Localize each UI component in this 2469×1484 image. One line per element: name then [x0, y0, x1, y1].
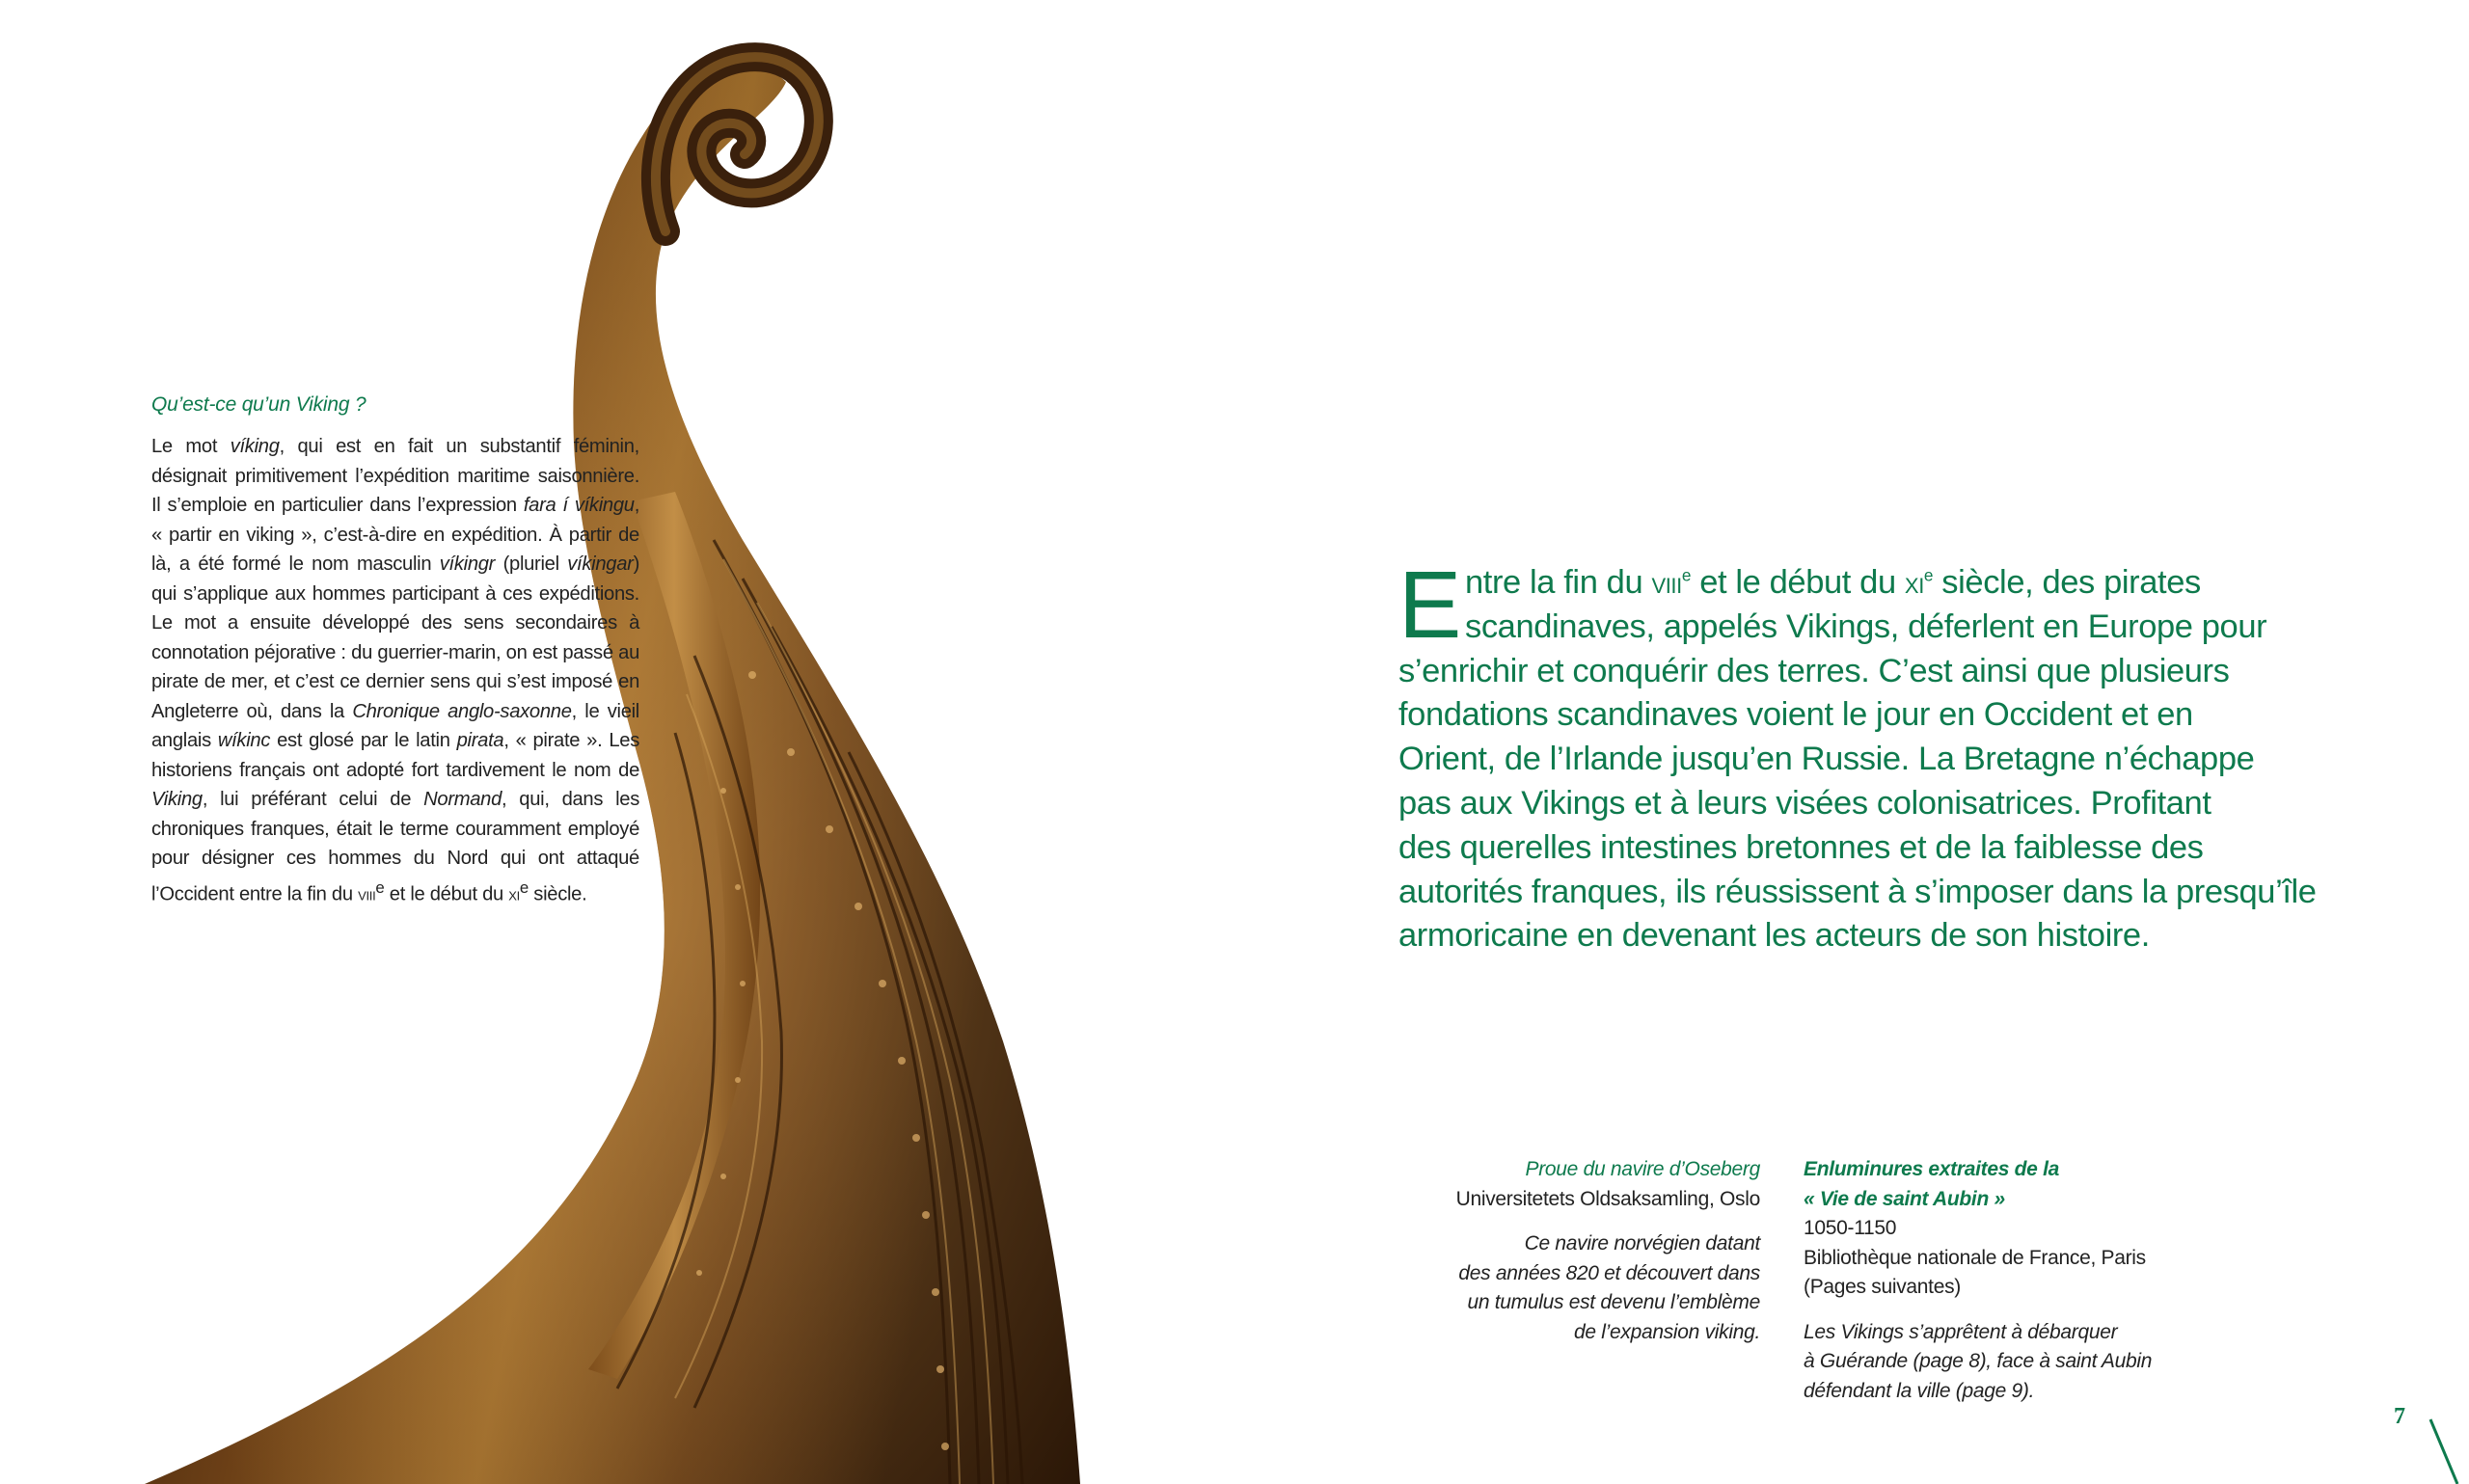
- lead-line-3: s’enrichir et conquérir des terres. C’est ainsi que plusieurs: [1398, 652, 2230, 689]
- lead-line-6: pas aux Vikings et à leurs visées colonisatrices. Profitant: [1398, 784, 2211, 822]
- lead-line-2: scandinaves, appelés Vikings, déferlent en Europe pour: [1464, 607, 2267, 645]
- caption-saint-aubin-date: 1050-1150: [1804, 1217, 1897, 1239]
- corner-decoration: [2421, 1417, 2469, 1484]
- caption-saint-aubin-note: Les Vikings s’apprêtent à débarquer à Guérande (page 8), face à saint Aubin défendant la ville (page 9).: [1804, 1320, 2153, 1402]
- lead-line-1: ntre la fin du viii$^e$ et le début du $xi^e$ siècle, des pirates: [1464, 564, 2201, 601]
- caption-oseberg-title: Proue du navire d’Oseberg: [1525, 1158, 1760, 1180]
- sidebar-what-is-a-viking: [151, 393, 639, 909]
- caption-oseberg-place: Universitetets Oldsaksamling, Oslo: [1455, 1187, 1760, 1210]
- sidebar-heading: Qu’est-ce qu’un Viking ?: [151, 393, 366, 416]
- lead-line-8: autorités franques, ils réussissent à s’imposer dans la presqu’île: [1398, 873, 2317, 910]
- lead-line-4: fondations scandinaves voient le jour en Occident et en: [1398, 696, 2193, 734]
- lead-line-5: Orient, de l’Irlande jusqu’en Russie. La Bretagne n’échappe: [1398, 741, 2255, 778]
- caption-saint-aubin: [1804, 1155, 2247, 1406]
- caption-oseberg-note: Ce navire norvégien datant des années 820 et découvert dans un tumulus est devenu l’emblème de l’expansion viking.: [1458, 1232, 1760, 1343]
- lead-line-9: armoricaine en devenant les acteurs de son histoire.: [1398, 917, 2150, 955]
- lead-paragraph: [1398, 552, 2317, 958]
- sidebar-body: Le mot víking, qui est en fait un substantif féminin, désignait primitivement l’expédition maritime saisonnière. Il s’emploie en particulier dans l’expression fara í víkingu, « partir en viking », c’est-à-dire en expédition. À partir de là, a été formé le nom masculin víkingr (pluriel víkingar) qui s’applique aux hommes participant à ces expéditions. Le mot a ensuite développé des sens secondaires à connotation péjorative : du guerrier-marin, on est passé au pirate de mer, et c’est ce dernier sens qui s’est imposé en Angleterre où, dans la Chronique anglo-saxonne, le vieil anglais wíkinc est glosé par le latin pirata, « pirate ». Les historiens français ont adopté fort tardivement le nom de Viking, lui préférant celui de Normand, qui, dans les chroniques franques, était le terme couramment employé pour désigner ces hommes du Nord qui ont attaqué l’Occident entre la fin du viii$^e$ et le début du $xi^e$ siècle.: [151, 436, 639, 905]
- caption-oseberg: [1350, 1155, 1760, 1347]
- page-number: 7: [2394, 1404, 2405, 1429]
- lead-line-7: des querelles intestines bretonnes et de la faiblesse des: [1398, 828, 2204, 866]
- caption-saint-aubin-place: Bibliothèque nationale de France, Paris: [1804, 1246, 2146, 1269]
- drop-cap: E: [1398, 552, 1461, 658]
- caption-saint-aubin-pages: (Pages suivantes): [1804, 1276, 1961, 1298]
- caption-saint-aubin-title: Enluminures extraites de la « Vie de saint Aubin »: [1804, 1158, 2060, 1210]
